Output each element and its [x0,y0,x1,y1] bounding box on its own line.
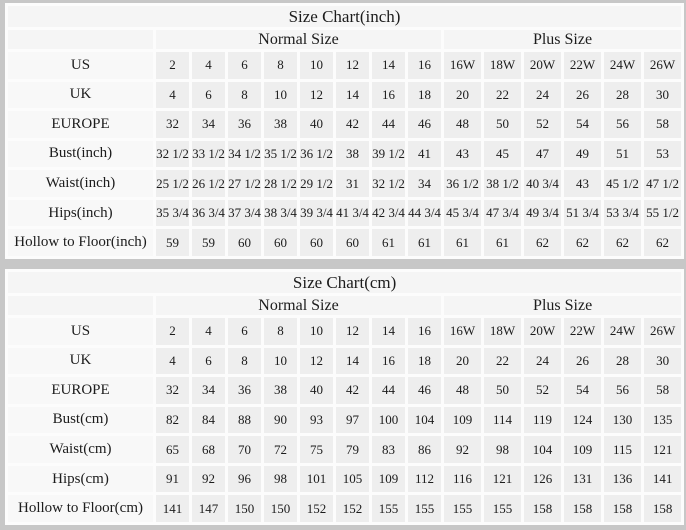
size-cell-normal: 104 [408,407,441,434]
size-cell-plus: 22W [564,318,601,345]
size-cell-plus: 51 3/4 [564,200,601,227]
size-cell-plus: 47 [524,141,561,168]
size-cell-normal: 92 [192,466,225,493]
size-cell-plus: 50 [484,111,521,138]
size-cell-normal: 36 3/4 [192,200,225,227]
size-cell-plus: 30 [644,82,681,109]
size-cell-normal: 60 [264,229,297,256]
size-cell-normal: 12 [336,318,369,345]
size-cell-normal: 83 [372,436,405,463]
row-label: EUROPE [8,111,153,138]
size-cell-normal: 82 [156,407,189,434]
size-cell-plus: 28 [604,82,641,109]
row-label: Hollow to Floor(cm) [8,495,153,522]
size-cell-normal: 31 [336,170,369,197]
size-cell-normal: 8 [228,82,261,109]
corner-spacer [8,30,153,49]
size-cell-plus: 24W [604,318,641,345]
row-label: US [8,52,153,79]
size-cell-plus: 98 [484,436,521,463]
size-cell-plus: 40 3/4 [524,170,561,197]
size-cell-plus: 26W [644,52,681,79]
size-chart-cm-table [5,269,684,525]
size-cell-plus: 61 [484,229,521,256]
size-cell-normal: 91 [156,466,189,493]
size-cell-plus: 49 [564,141,601,168]
size-cell-plus: 58 [644,377,681,404]
size-cell-plus: 20 [444,82,481,109]
row-label: Hips(inch) [8,200,153,227]
size-cell-plus: 26 [564,82,601,109]
size-cell-normal: 12 [300,82,333,109]
size-cell-plus: 22 [484,82,521,109]
size-cell-normal: 39 3/4 [300,200,333,227]
table-row [8,82,681,109]
size-cell-normal: 35 3/4 [156,200,189,227]
size-cell-normal: 8 [228,348,261,375]
size-cell-plus: 48 [444,111,481,138]
size-cell-normal: 14 [372,52,405,79]
size-cell-plus: 116 [444,466,481,493]
size-cell-normal: 150 [228,495,261,522]
size-cell-plus: 135 [644,407,681,434]
size-cell-plus: 119 [524,407,561,434]
size-cell-normal: 68 [192,436,225,463]
size-cell-normal: 44 [372,111,405,138]
size-cell-normal: 32 1/2 [156,141,189,168]
size-cell-normal: 101 [300,466,333,493]
size-cell-normal: 98 [264,466,297,493]
size-cell-normal: 14 [336,348,369,375]
size-cell-normal: 41 [408,141,441,168]
row-label: Waist(cm) [8,436,153,463]
size-cell-plus: 16W [444,318,481,345]
size-cell-normal: 34 [192,111,225,138]
size-cell-normal: 152 [336,495,369,522]
size-cell-normal: 12 [336,52,369,79]
size-cell-plus: 24 [524,82,561,109]
size-cell-normal: 38 [264,111,297,138]
size-cell-normal: 42 [336,377,369,404]
size-cell-plus: 109 [444,407,481,434]
size-cell-normal: 16 [372,82,405,109]
size-cell-normal: 37 3/4 [228,200,261,227]
size-cell-normal: 42 [336,111,369,138]
size-cell-normal: 93 [300,407,333,434]
size-cell-plus: 56 [604,111,641,138]
size-cell-normal: 152 [300,495,333,522]
size-cell-normal: 72 [264,436,297,463]
table-row [8,52,681,79]
table-row [8,111,681,138]
size-cell-plus: 61 [444,229,481,256]
table-title-row [8,6,681,27]
size-cell-normal: 6 [192,82,225,109]
size-cell-normal: 38 [336,141,369,168]
table-row [8,495,681,522]
size-cell-plus: 158 [604,495,641,522]
size-cell-normal: 4 [192,318,225,345]
size-cell-normal: 36 1/2 [300,141,333,168]
size-cell-normal: 6 [192,348,225,375]
size-cell-normal: 34 [408,170,441,197]
row-label: Hips(cm) [8,466,153,493]
size-cell-plus: 131 [564,466,601,493]
size-cell-plus: 124 [564,407,601,434]
table-row [8,377,681,404]
size-cell-plus: 30 [644,348,681,375]
row-label: Bust(inch) [8,141,153,168]
size-cell-plus: 130 [604,407,641,434]
size-cell-plus: 109 [564,436,601,463]
size-cell-plus: 45 [484,141,521,168]
size-cell-normal: 88 [228,407,261,434]
size-cell-plus: 114 [484,407,521,434]
size-cell-plus: 141 [644,466,681,493]
row-label: UK [8,82,153,109]
size-cell-plus: 115 [604,436,641,463]
group-header-row [8,296,681,315]
size-cell-plus: 28 [604,348,641,375]
size-cell-normal: 86 [408,436,441,463]
size-cell-plus: 49 3/4 [524,200,561,227]
normal-size-header: Normal Size [156,296,441,315]
size-cell-normal: 10 [264,82,297,109]
size-cell-plus: 43 [444,141,481,168]
size-cell-plus: 16W [444,52,481,79]
row-label: Waist(inch) [8,170,153,197]
size-cell-normal: 34 1/2 [228,141,261,168]
size-cell-normal: 60 [336,229,369,256]
size-cell-normal: 8 [264,318,297,345]
size-cell-normal: 6 [228,52,261,79]
size-cell-plus: 53 [644,141,681,168]
size-cell-normal: 29 1/2 [300,170,333,197]
size-cell-normal: 40 [300,111,333,138]
size-cell-normal: 34 [192,377,225,404]
size-cell-normal: 10 [300,52,333,79]
size-cell-plus: 18W [484,318,521,345]
size-cell-normal: 35 1/2 [264,141,297,168]
size-cell-plus: 18W [484,52,521,79]
size-cell-normal: 16 [372,348,405,375]
size-cell-plus: 45 1/2 [604,170,641,197]
size-cell-normal: 16 [408,52,441,79]
size-cell-normal: 32 [156,377,189,404]
table-row [8,318,681,345]
size-cell-plus: 51 [604,141,641,168]
size-cell-plus: 22 [484,348,521,375]
size-cell-plus: 58 [644,111,681,138]
size-cell-plus: 158 [524,495,561,522]
size-cell-plus: 104 [524,436,561,463]
size-cell-normal: 40 [300,377,333,404]
row-label: Bust(cm) [8,407,153,434]
size-cell-plus: 62 [524,229,561,256]
size-cell-normal: 61 [372,229,405,256]
size-cell-normal: 84 [192,407,225,434]
size-cell-normal: 96 [228,466,261,493]
size-cell-normal: 105 [336,466,369,493]
size-cell-plus: 62 [564,229,601,256]
size-cell-normal: 59 [156,229,189,256]
size-cell-normal: 10 [264,348,297,375]
size-cell-plus: 155 [484,495,521,522]
size-cell-normal: 2 [156,52,189,79]
size-cell-plus: 136 [604,466,641,493]
size-cell-normal: 16 [408,318,441,345]
size-cell-plus: 47 3/4 [484,200,521,227]
size-cell-plus: 54 [564,377,601,404]
corner-spacer [8,296,153,315]
table-row [8,407,681,434]
size-cell-normal: 27 1/2 [228,170,261,197]
size-cell-plus: 52 [524,111,561,138]
size-cell-normal: 75 [300,436,333,463]
size-cell-normal: 12 [300,348,333,375]
size-cell-normal: 155 [408,495,441,522]
size-cell-plus: 26W [644,318,681,345]
size-cell-normal: 8 [264,52,297,79]
size-cell-normal: 90 [264,407,297,434]
size-cell-plus: 92 [444,436,481,463]
table-row [8,141,681,168]
size-cell-normal: 42 3/4 [372,200,405,227]
row-label: US [8,318,153,345]
size-cell-plus: 62 [604,229,641,256]
size-cell-normal: 150 [264,495,297,522]
size-cell-normal: 60 [300,229,333,256]
table-title-row [8,272,681,293]
size-cell-plus: 121 [644,436,681,463]
plus-size-header: Plus Size [444,296,681,315]
table-title: Size Chart(cm) [8,272,681,293]
size-cell-normal: 28 1/2 [264,170,297,197]
size-cell-normal: 14 [372,318,405,345]
size-cell-normal: 44 [372,377,405,404]
size-cell-normal: 147 [192,495,225,522]
size-cell-plus: 126 [524,466,561,493]
size-cell-normal: 46 [408,377,441,404]
size-cell-plus: 24W [604,52,641,79]
size-cell-plus: 47 1/2 [644,170,681,197]
size-cell-normal: 32 1/2 [372,170,405,197]
table-row [8,170,681,197]
size-cell-normal: 59 [192,229,225,256]
size-cell-plus: 26 [564,348,601,375]
size-cell-normal: 65 [156,436,189,463]
size-cell-plus: 158 [564,495,601,522]
size-cell-normal: 60 [228,229,261,256]
size-cell-normal: 38 3/4 [264,200,297,227]
size-cell-normal: 46 [408,111,441,138]
normal-size-header: Normal Size [156,30,441,49]
size-cell-normal: 97 [336,407,369,434]
size-cell-normal: 25 1/2 [156,170,189,197]
size-cell-plus: 53 3/4 [604,200,641,227]
size-cell-plus: 52 [524,377,561,404]
size-cell-normal: 112 [408,466,441,493]
size-cell-normal: 6 [228,318,261,345]
size-cell-normal: 100 [372,407,405,434]
size-cell-normal: 33 1/2 [192,141,225,168]
size-cell-normal: 109 [372,466,405,493]
table-row [8,466,681,493]
size-cell-plus: 20 [444,348,481,375]
size-cell-normal: 79 [336,436,369,463]
table-row [8,229,681,256]
size-cell-normal: 18 [408,348,441,375]
size-cell-normal: 4 [192,52,225,79]
group-header-row [8,30,681,49]
size-cell-normal: 41 3/4 [336,200,369,227]
size-cell-plus: 20W [524,318,561,345]
size-cell-plus: 45 3/4 [444,200,481,227]
size-cell-plus: 55 1/2 [644,200,681,227]
size-cell-normal: 36 [228,111,261,138]
size-cell-normal: 38 [264,377,297,404]
size-cell-normal: 32 [156,111,189,138]
size-cell-normal: 2 [156,318,189,345]
size-cell-normal: 4 [156,348,189,375]
size-cell-plus: 121 [484,466,521,493]
size-cell-plus: 43 [564,170,601,197]
table-row [8,436,681,463]
size-cell-normal: 18 [408,82,441,109]
size-cell-plus: 54 [564,111,601,138]
size-cell-plus: 48 [444,377,481,404]
size-cell-normal: 70 [228,436,261,463]
size-cell-plus: 50 [484,377,521,404]
size-cell-plus: 158 [644,495,681,522]
size-cell-normal: 14 [336,82,369,109]
size-cell-plus: 22W [564,52,601,79]
table-row [8,348,681,375]
size-cell-plus: 62 [644,229,681,256]
size-cell-plus: 38 1/2 [484,170,521,197]
size-cell-normal: 155 [372,495,405,522]
size-cell-plus: 56 [604,377,641,404]
row-label: Hollow to Floor(inch) [8,229,153,256]
size-cell-normal: 61 [408,229,441,256]
size-cell-normal: 36 [228,377,261,404]
size-cell-normal: 44 3/4 [408,200,441,227]
size-cell-normal: 10 [300,318,333,345]
size-cell-plus: 155 [444,495,481,522]
size-chart-inch-table [5,3,684,259]
plus-size-header: Plus Size [444,30,681,49]
size-cell-normal: 4 [156,82,189,109]
row-label: EUROPE [8,377,153,404]
size-cell-normal: 26 1/2 [192,170,225,197]
row-label: UK [8,348,153,375]
size-cell-plus: 24 [524,348,561,375]
size-cell-normal: 39 1/2 [372,141,405,168]
table-title: Size Chart(inch) [8,6,681,27]
table-row [8,200,681,227]
size-cell-normal: 141 [156,495,189,522]
size-cell-plus: 36 1/2 [444,170,481,197]
size-cell-plus: 20W [524,52,561,79]
